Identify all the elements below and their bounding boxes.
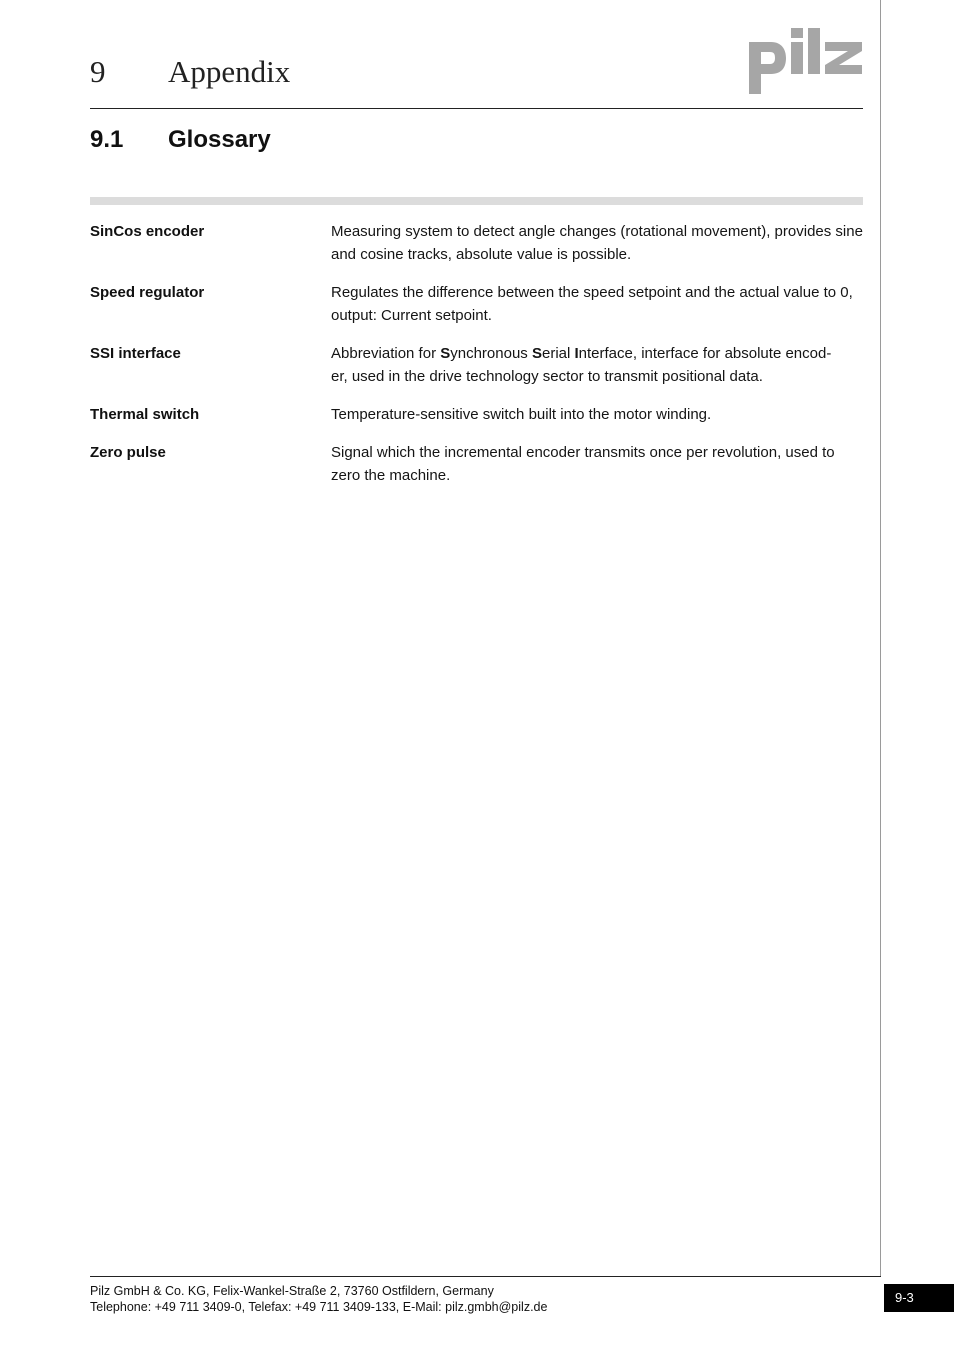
glossary-entry bbox=[90, 281, 863, 327]
pilz-logo bbox=[746, 26, 864, 96]
glossary-definition: Regulates the difference between the speed setpoint and the actual value to 0, output: Current setpoint. bbox=[331, 284, 853, 324]
chapter-number: 9 bbox=[90, 54, 106, 89]
glossary-term: Zero pulse bbox=[90, 444, 166, 461]
section-divider-bar bbox=[90, 197, 863, 205]
definition-emphasis: S bbox=[531, 345, 542, 362]
glossary-term: SinCos encoder bbox=[90, 223, 205, 240]
right-margin-rule bbox=[880, 0, 881, 1276]
glossary-definition bbox=[331, 342, 863, 388]
glossary-definition: Measuring system to detect angle changes (rotational movement), provides sine and cosine tracks, absolute value is possible. bbox=[331, 223, 863, 263]
glossary-definition: Signal which the incremental encoder transmits once per revolution, used to zero the machine. bbox=[331, 444, 835, 484]
section-title: Glossary bbox=[168, 126, 271, 153]
glossary-term: Speed regulator bbox=[90, 284, 205, 301]
definition-text: Abbreviation for bbox=[331, 345, 441, 362]
glossary-definition: Temperature-sensitive switch built into the motor winding. bbox=[331, 406, 712, 423]
definition-emphasis: S bbox=[440, 345, 451, 362]
definition-text: ynchronous bbox=[450, 345, 532, 362]
footer-address: Pilz GmbH & Co. KG, Felix-Wankel-Straße 2, 73760 Ostfildern, Germany bbox=[90, 1284, 494, 1298]
definition-text: erial bbox=[541, 345, 575, 362]
glossary-entry bbox=[90, 342, 863, 388]
footer-rule bbox=[90, 1276, 881, 1277]
definition-emphasis: I bbox=[574, 345, 579, 362]
header-rule bbox=[90, 108, 863, 109]
glossary-term: Thermal switch bbox=[90, 406, 200, 423]
definition-text: er, used in the drive technology sector to transmit positional data. bbox=[331, 368, 763, 385]
page-number-badge: 9-3 bbox=[884, 1284, 954, 1312]
section-number: 9.1 bbox=[90, 126, 124, 153]
glossary-entry bbox=[90, 403, 863, 426]
definition-text: nterface, interface for absolute encod- bbox=[578, 345, 832, 362]
chapter-title: Appendix bbox=[168, 54, 291, 89]
footer-contact: Telephone: +49 711 3409-0, Telefax: +49 711 3409-133, E-Mail: pilz.gmbh@pilz.de bbox=[90, 1300, 548, 1314]
glossary-term: SSI interface bbox=[90, 345, 181, 362]
glossary-entry bbox=[90, 441, 863, 487]
glossary-table bbox=[90, 220, 863, 502]
glossary-entry bbox=[90, 220, 863, 266]
